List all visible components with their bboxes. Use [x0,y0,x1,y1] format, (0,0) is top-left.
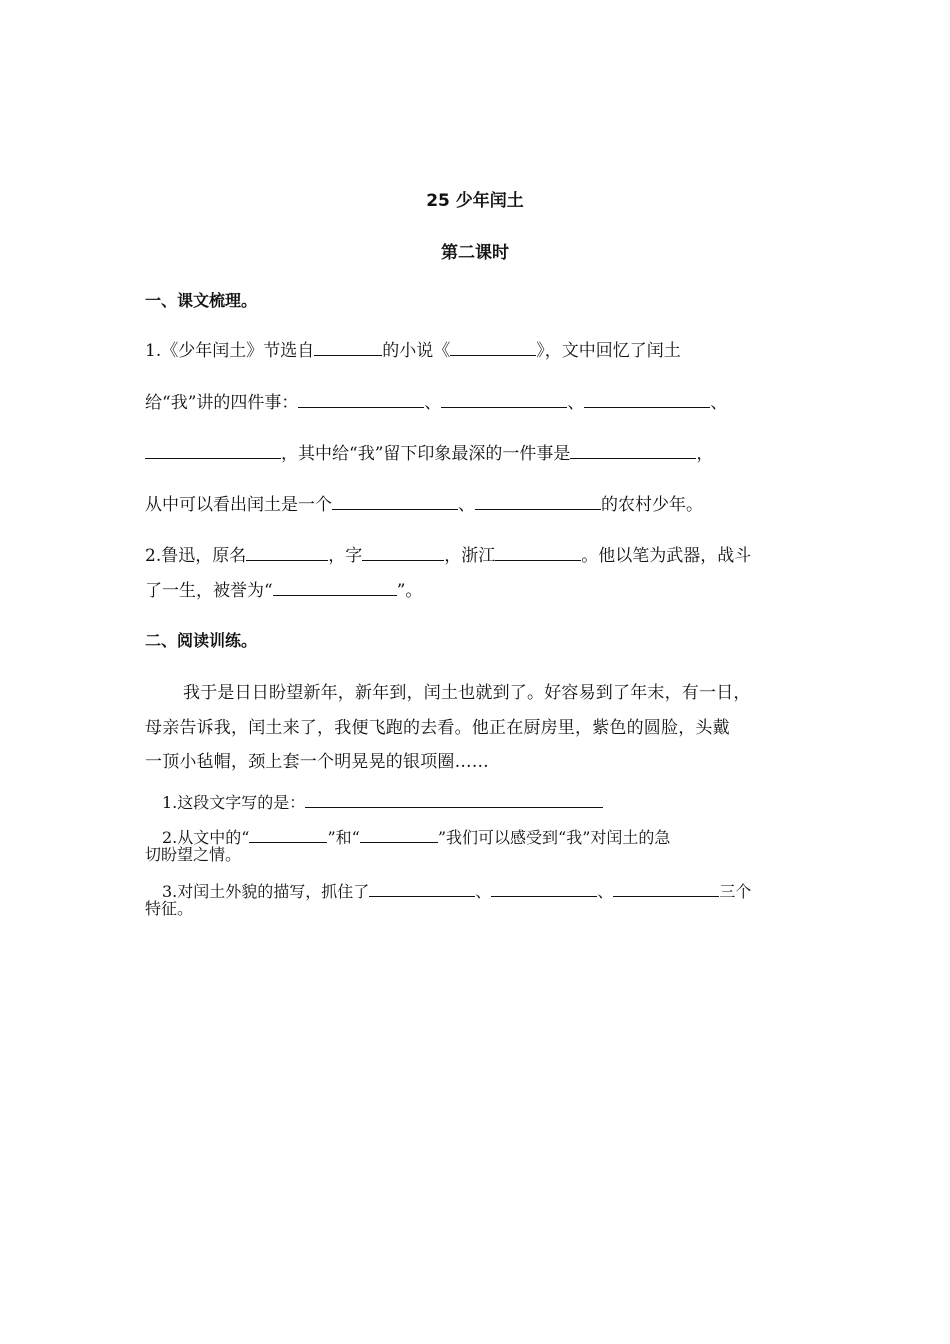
s1-q1-line4 [145,494,703,515]
section2-heading: 二、阅读训练。 [145,631,258,650]
text: 给“我”讲的四件事： [145,393,299,413]
blank-feature-2[interactable] [491,881,597,897]
s2-q2-line2: 切盼望之情。 [145,845,242,864]
s1-q1-line3 [145,443,713,464]
blank-event-4[interactable] [145,443,281,459]
s2-q2-line1 [162,827,670,847]
text: ”和“ [327,828,360,847]
separator: 、 [710,393,728,413]
text: 》，文中回忆了闰土 [536,341,681,361]
text: 三个 [719,882,752,901]
text: ”我们可以感受到“我”对闰土的急 [437,828,671,847]
text: 2.鲁迅，原名 [145,546,247,566]
s1-q2-line2 [145,580,422,601]
blank-trait-1[interactable] [332,494,458,510]
lesson-subtitle: 第二课时 [441,243,509,263]
blank-novel[interactable] [450,340,536,356]
s1-q2-line1 [145,545,751,566]
blank-trait-2[interactable] [475,494,601,510]
passage-line-2: 母亲告诉我，闰土来了，我便飞跑的去看。他正在厨房里，紫色的圆脸，头戴 [145,718,730,738]
text: 的农村少年。 [601,495,703,515]
passage-line-1: 我于是日日盼望新年，新年到，闰土也就到了。好容易到了年末，有一日， [183,683,751,703]
s2-q3-line2: 特征。 [145,899,194,918]
s2-q3-line1 [162,881,751,901]
passage-line-3: 一顶小毡帽，颈上套一个明晃晃的银项圈…… [145,752,489,772]
s1-q1-line1 [145,340,681,361]
blank-courtesy-name[interactable] [362,545,444,561]
text: 了一生，被誉为“ [145,581,273,601]
blank-phrase-2[interactable] [360,827,438,843]
blank-event-3[interactable] [584,392,710,408]
text: 。他以笔为武器，战斗 [581,546,752,566]
blank-author[interactable] [314,340,382,356]
blank-honorific[interactable] [273,580,397,596]
section1-heading: 一、课文梳理。 [145,291,258,310]
lesson-title: 25 少年闰土 [426,191,524,211]
blank-deepest-event[interactable] [570,443,696,459]
blank-event-1[interactable] [298,392,424,408]
separator: 、 [424,393,442,413]
blank-event-2[interactable] [441,392,567,408]
text: ，字 [328,546,363,566]
separator: 、 [597,882,614,901]
text: 1.这段文字写的是： [162,793,306,812]
text: ，其中给“我”留下印象最深的一件事是 [281,444,571,464]
s2-q1 [162,792,603,812]
text: ”。 [396,581,423,601]
text: ， [696,444,714,464]
text: 从中可以看出闰土是一个 [145,495,332,515]
separator: 、 [567,393,585,413]
text: 的小说《 [382,341,451,361]
s1-q1-line2 [145,392,727,413]
blank-hometown[interactable] [495,545,581,561]
text: ，浙江 [444,546,496,566]
text: 3.对闰土外貌的描写，抓住了 [162,882,370,901]
text: 2.从文中的“ [162,828,250,847]
blank-passage-content[interactable] [305,792,603,808]
blank-feature-1[interactable] [369,881,475,897]
separator: 、 [475,882,492,901]
separator: 、 [458,495,475,515]
blank-real-name[interactable] [246,545,328,561]
blank-feature-3[interactable] [613,881,719,897]
blank-phrase-1[interactable] [249,827,327,843]
text: 1.《少年闰土》节选自 [145,341,315,361]
